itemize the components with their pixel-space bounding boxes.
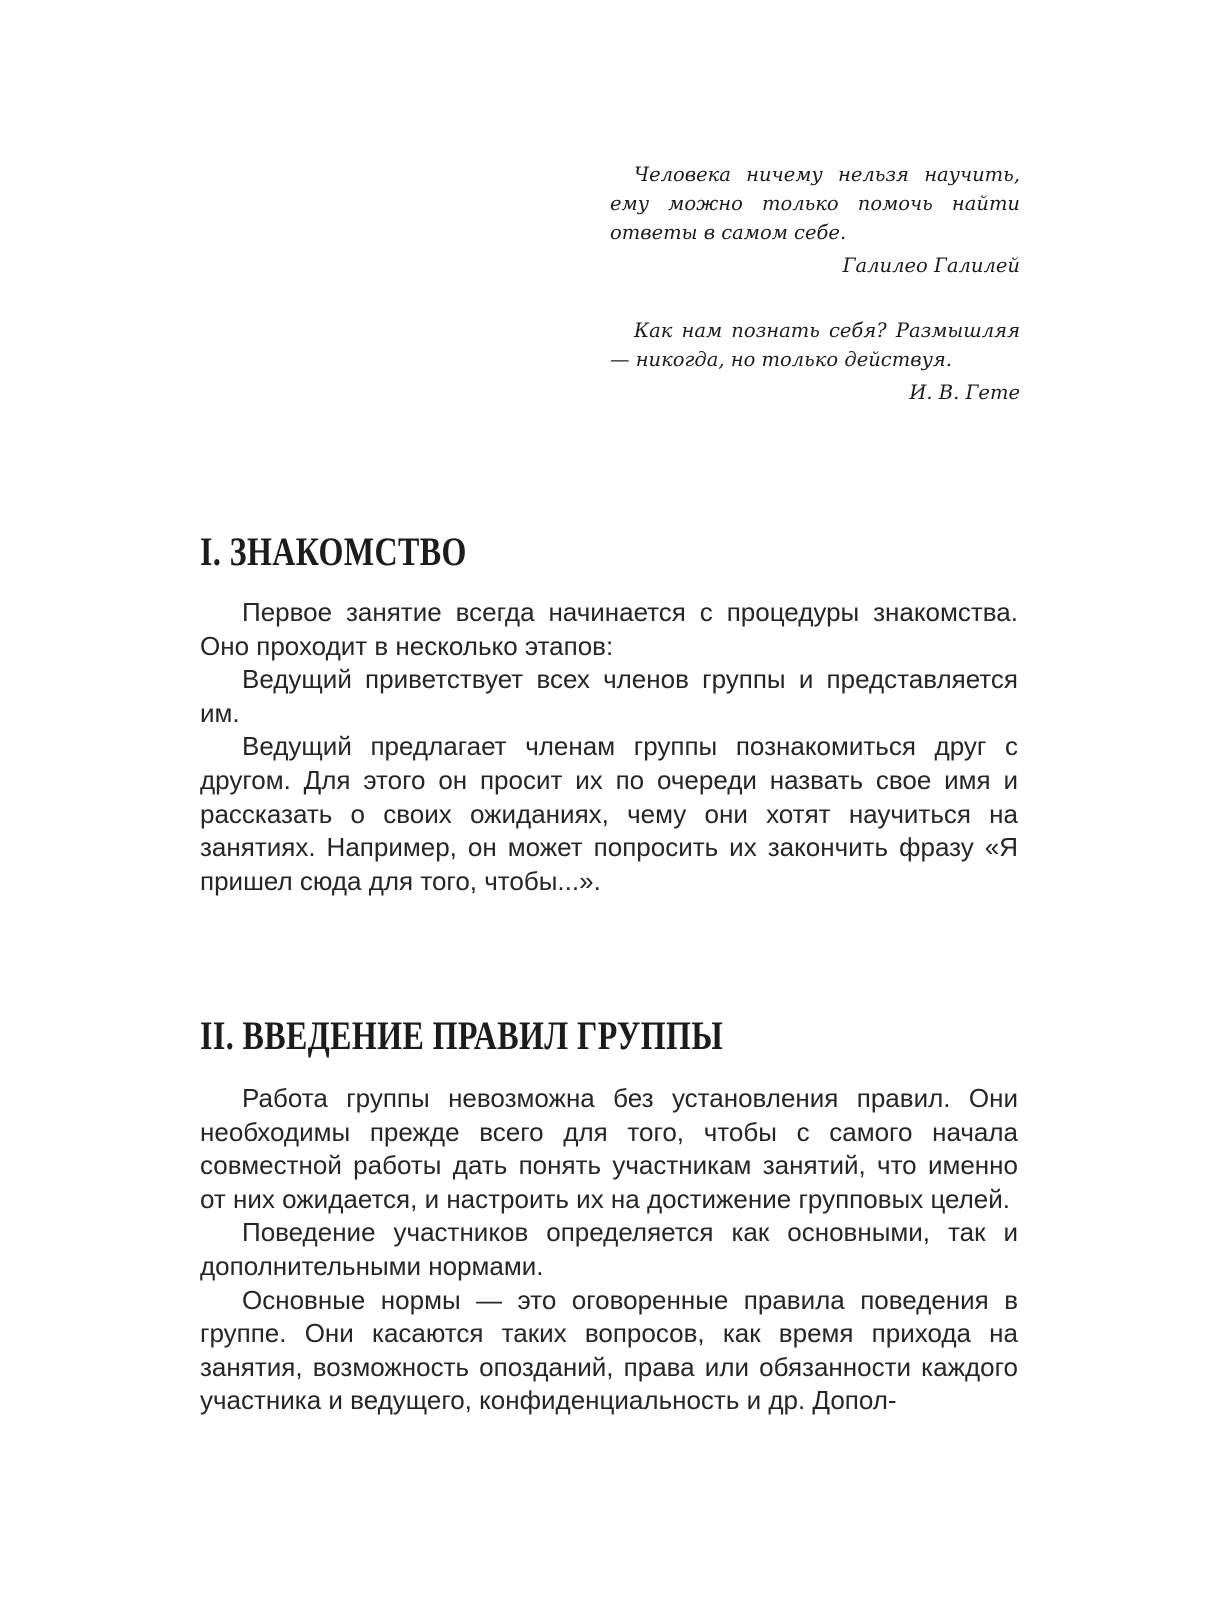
- paragraph: Ведущий предлагает членам группы познакомиться друг с другом. Для этого он просит их по очереди назвать свое имя и рассказать о своих ожиданиях, чему они хотят научиться на занятиях. Например, он может попросить их закончить фразу «Я пришел сюда для того, чтобы...».: [200, 731, 1018, 896]
- section-heading: II. ВВЕДЕНИЕ ПРАВИЛ ГРУППЫ: [200, 1013, 724, 1058]
- epigraph-goethe: [610, 316, 1020, 407]
- section-introduction: [200, 528, 1018, 898]
- paragraph: Работа группы невозможна без установления правил. Они необходимы прежде всего для того, чтобы с самого начала совместной работы дать понять участникам занятий, что именно от них ожидается, и настроить их на достижение групповых целей.: [200, 1083, 1018, 1214]
- paragraph: Первое занятие всегда начинается с процедуры знакомства. Оно проходит в несколько этапов:: [200, 597, 1018, 661]
- section-body: [200, 1082, 1018, 1418]
- section-group-rules: [200, 1012, 1018, 1418]
- paragraph: Поведение участников определяется как основными, так и дополнительными нормами.: [200, 1217, 1018, 1281]
- epigraph-author: И. В. Гете: [909, 381, 1020, 404]
- epigraph-galileo: [610, 160, 1020, 280]
- paragraph: Ведущий приветствует всех членов группы и представляется им.: [200, 664, 1018, 728]
- epigraph-text: Как нам познать себя? Размышляя — никогда, но только действуя.: [610, 319, 1020, 371]
- section-heading: I. ЗНАКОМСТВО: [200, 529, 467, 574]
- paragraph: Основные нормы — это оговоренные правила поведения в группе. Они касаются таких вопросов, как время прихода на занятия, возможность опозданий, права или обязанности каждого участника и ведущего, конфиденциальность и др. Допол-: [200, 1284, 1018, 1416]
- epigraphs: [610, 160, 1020, 443]
- epigraph-author: Галилео Галилей: [842, 254, 1020, 277]
- epigraph-text: Человека ничему нельзя научить, ему можно только помочь найти ответы в самом себе.: [610, 163, 1020, 244]
- section-body: [200, 596, 1018, 898]
